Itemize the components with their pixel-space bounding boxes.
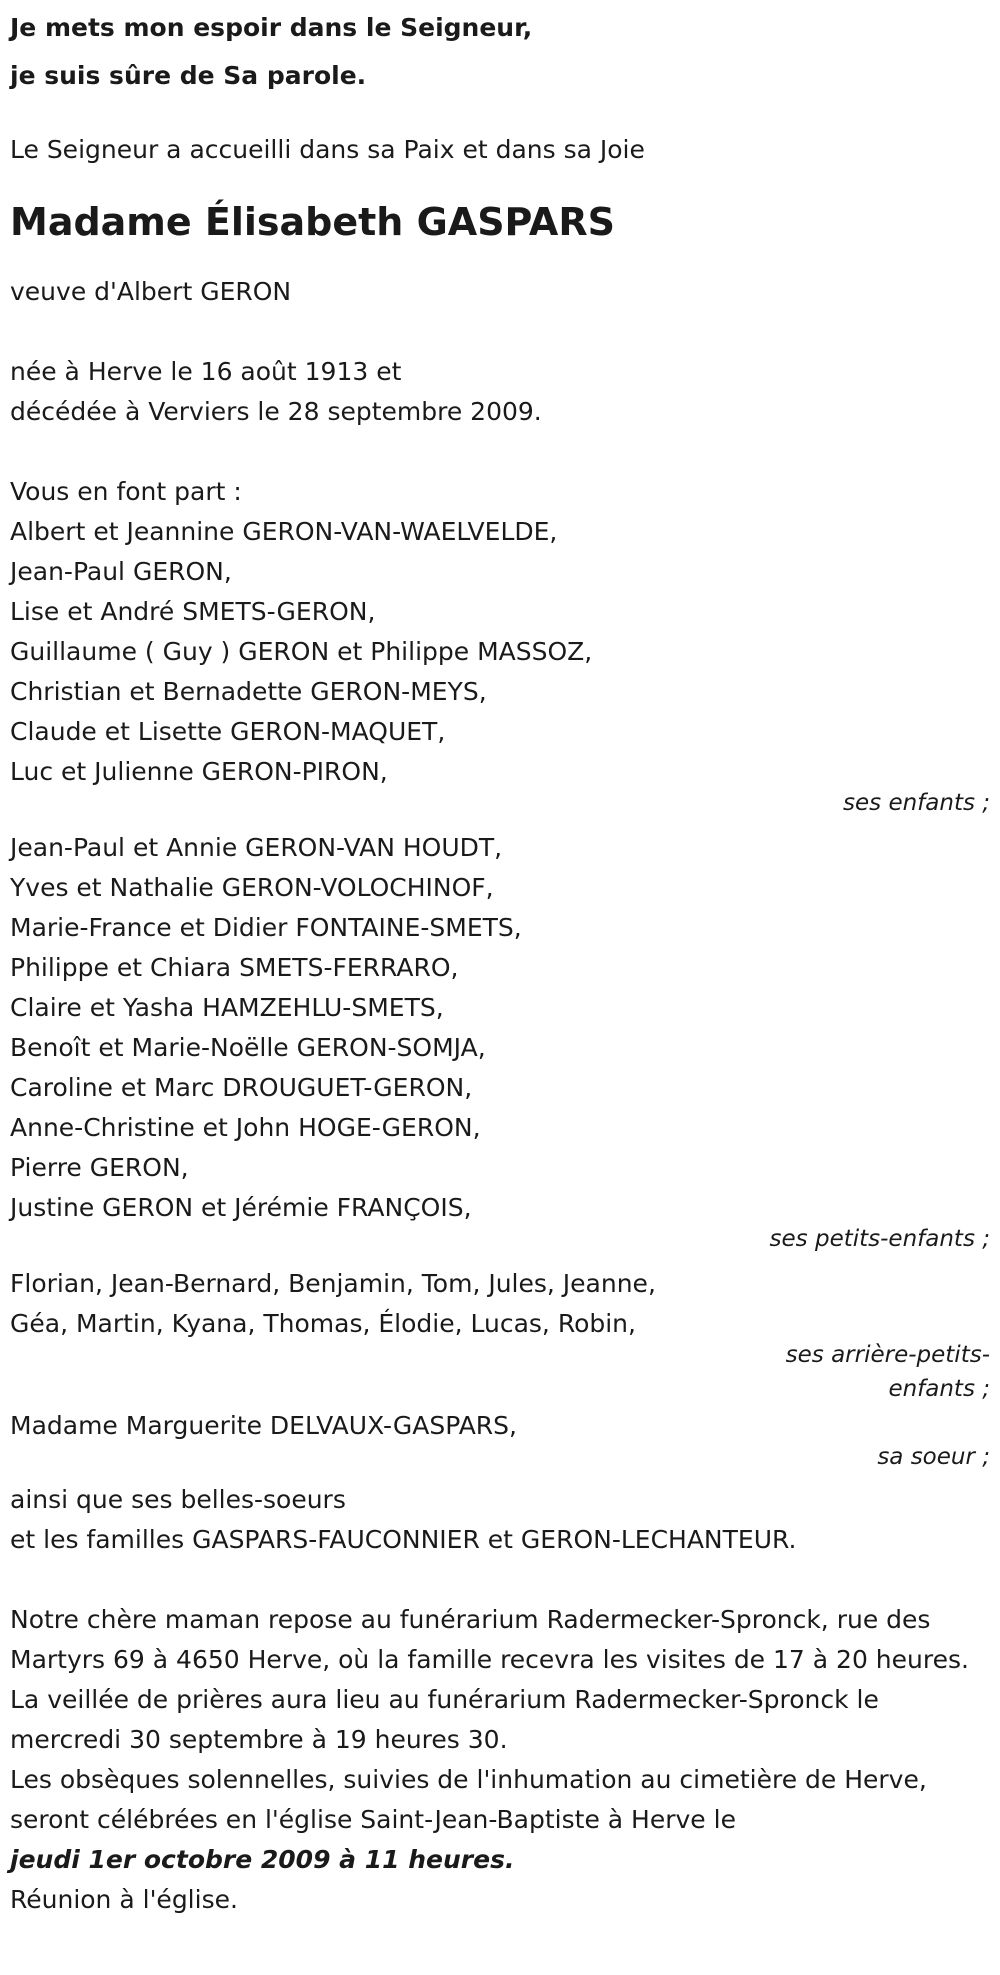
relation-grandchildren: ses petits-enfants ; (769, 1226, 990, 1252)
list-item: Luc et Julienne GERON-PIRON, (10, 757, 388, 786)
list-item: Guillaume ( Guy ) GERON et Philippe MASSOZ, (10, 637, 593, 666)
list-item: Christian et Bernadette GERON-MEYS, (10, 677, 487, 706)
relation-children: ses enfants ; (843, 790, 990, 816)
list-item: Lise et André SMETS-GERON, (10, 597, 376, 626)
relation-great-grandchildren-line-2: enfants ; (888, 1376, 990, 1402)
funeral-date: jeudi 1er octobre 2009 à 11 heures. (10, 1845, 515, 1874)
meeting-info: Réunion à l'église. (10, 1885, 238, 1914)
children-list (10, 512, 990, 792)
list-item: Philippe et Chiara SMETS-FERRARO, (10, 953, 459, 982)
relation-sister: sa soeur ; (877, 1444, 990, 1470)
death-line: décédée à Verviers le 28 septembre 2009. (10, 397, 542, 426)
widow-of: veuve d'Albert GERON (10, 277, 292, 306)
list-item: Anne-Christine et John HOGE-GERON, (10, 1113, 481, 1142)
list-item: Géa, Martin, Kyana, Thomas, Élodie, Lucas, Robin, (10, 1309, 636, 1338)
obituary-page (0, 4, 1000, 1975)
list-item: Claire et Yasha HAMZEHLU-SMETS, (10, 993, 444, 1022)
announcement-header: Vous en font part : (10, 477, 242, 506)
deceased-name: Madame Élisabeth GASPARS (10, 200, 615, 244)
list-item: Claude et Lisette GERON-MAQUET, (10, 717, 446, 746)
closing-lines (10, 1480, 990, 1560)
epigraph (10, 4, 990, 100)
list-item: Jean-Paul GERON, (10, 557, 232, 586)
epigraph-line-2: je suis sûre de Sa parole. (10, 61, 367, 90)
list-item: Pierre GERON, (10, 1153, 189, 1182)
list-item: Florian, Jean-Bernard, Benjamin, Tom, Jules, Jeanne, (10, 1269, 656, 1298)
birth-death-dates (10, 352, 990, 432)
list-item: Caroline et Marc DROUGUET-GERON, (10, 1073, 473, 1102)
relation-great-grandchildren (750, 1338, 990, 1406)
grandchildren-list (10, 828, 990, 1228)
list-item: Jean-Paul et Annie GERON-VAN HOUDT, (10, 833, 503, 862)
list-item: Marie-France et Didier FONTAINE-SMETS, (10, 913, 522, 942)
funeral-info-text: Les obsèques solennelles, suivies de l'inhumation au cimetière de Herve, seront célébrées en l'église Saint-Jean-Baptiste à Herve le (10, 1765, 927, 1834)
closing-line-1: ainsi que ses belles-soeurs (10, 1485, 346, 1514)
birth-line: née à Herve le 16 août 1913 et (10, 357, 402, 386)
epigraph-line-1: Je mets mon espoir dans le Seigneur, (10, 13, 533, 42)
list-item: Yves et Nathalie GERON-VOLOCHINOF, (10, 873, 494, 902)
sister-name: Madame Marguerite DELVAUX-GASPARS, (10, 1411, 517, 1440)
great-grandchildren-list (10, 1264, 990, 1344)
closing-line-2: et les familles GASPARS-FAUCONNIER et GERON-LECHANTEUR. (10, 1525, 797, 1554)
visit-info: Notre chère maman repose au funérarium Radermecker-Spronck, rue des Martyrs 69 à 4650 Herve, où la famille recevra les visites de 17 à 20 heures. (10, 1605, 969, 1674)
vigil-info: La veillée de prières aura lieu au funérarium Radermecker-Spronck le mercredi 30 septembre à 19 heures 30. (10, 1685, 879, 1754)
relation-great-grandchildren-line-1: ses arrière-petits- (785, 1342, 990, 1368)
list-item: Justine GERON et Jérémie FRANÇOIS, (10, 1193, 472, 1222)
list-item: Albert et Jeannine GERON-VAN-WAELVELDE, (10, 517, 558, 546)
funeral-info (10, 1600, 985, 1920)
list-item: Benoît et Marie-Noëlle GERON-SOMJA, (10, 1033, 486, 1062)
intro-text: Le Seigneur a accueilli dans sa Paix et dans sa Joie (10, 135, 645, 164)
